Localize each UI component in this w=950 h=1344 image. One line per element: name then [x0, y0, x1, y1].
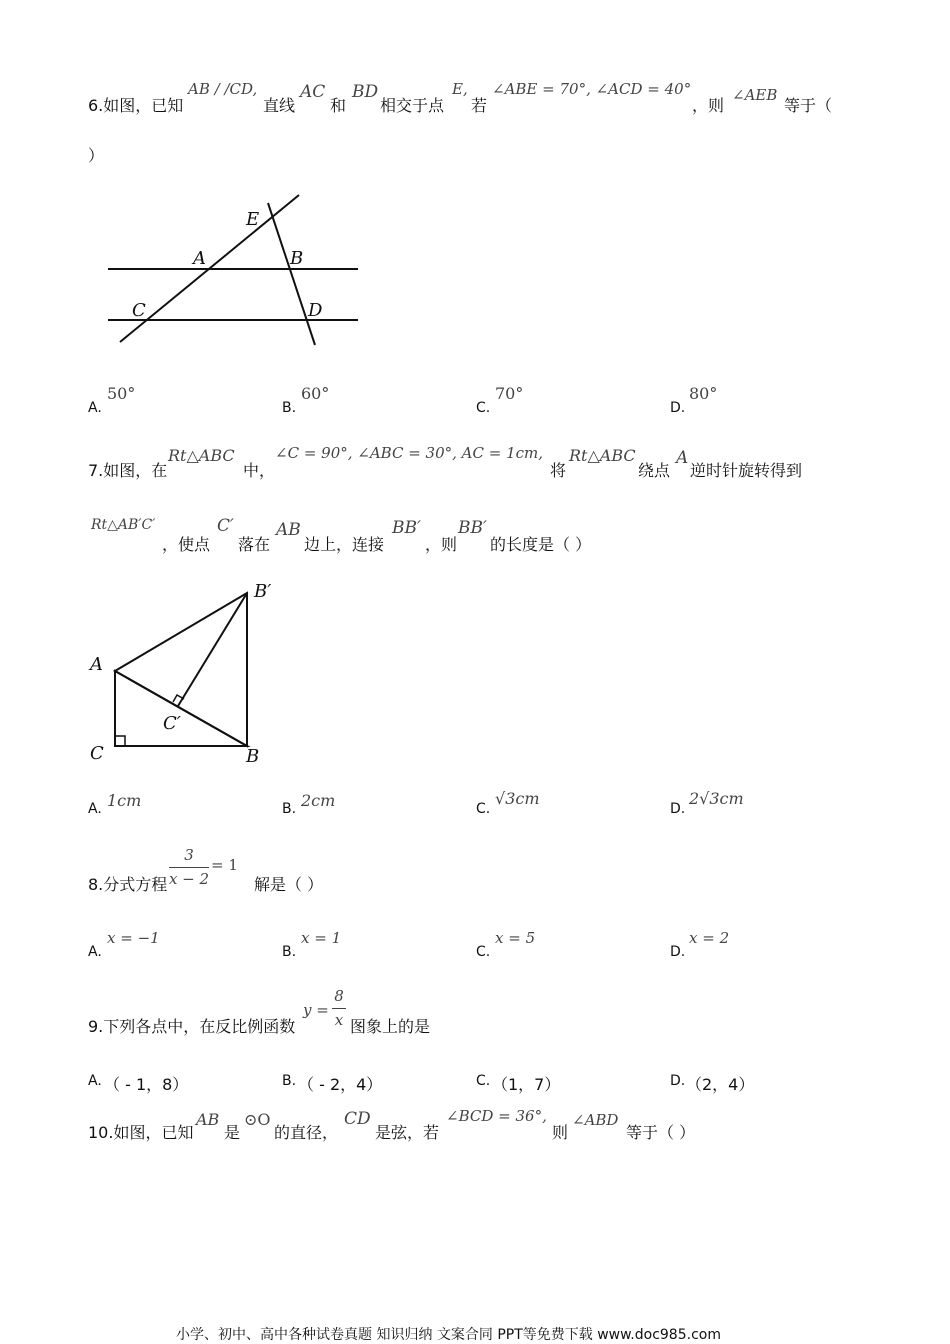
q10-math-2: ⊙O — [244, 1110, 271, 1129]
q6-option-b-letter: B. — [282, 400, 297, 416]
q10-text-2: 是 — [224, 1123, 241, 1142]
q7-math-1: Rt△ABC — [168, 446, 235, 465]
q10-text-6: 等于（ ） — [626, 1123, 696, 1142]
label-e: E — [246, 209, 260, 230]
q7-option-d-letter: D. — [670, 801, 686, 817]
label-b: B — [290, 248, 304, 269]
q6-text-4: 相交于点 — [380, 96, 445, 115]
q7-text-4: 绕点 — [638, 461, 671, 480]
q6-option-c-letter: C. — [476, 400, 491, 416]
q7-option-a-value: 1cm — [107, 791, 142, 810]
q6-option-d-letter: D. — [670, 400, 686, 416]
q7-option-d-value: 2√3cm — [689, 789, 744, 808]
label-a: A — [90, 654, 103, 675]
q10-math-1: AB — [196, 1110, 220, 1129]
q7-option-c-letter: C. — [476, 801, 491, 817]
q9-option-b-value: （ - 2，4） — [298, 1075, 383, 1094]
label-d: D — [308, 300, 323, 321]
q7-text-7: 落在 — [238, 535, 271, 554]
q6-option-b-value: 60° — [301, 384, 330, 403]
q10-math-3: CD — [344, 1109, 371, 1129]
q8-rhs: = 1 — [211, 856, 238, 874]
q6-math-4: E, — [452, 80, 468, 98]
q7-text-6: ，使点 — [162, 535, 211, 554]
q7-math-5: Rt△AB′C′ — [91, 517, 156, 533]
q7-math-3: Rt△ABC — [569, 446, 636, 465]
right-angle-c — [115, 736, 125, 746]
q7-option-b-letter: B. — [282, 801, 297, 817]
q8-option-d-value: x = 2 — [689, 929, 730, 947]
q9-option-a-letter: A. — [88, 1073, 102, 1089]
q8-option-a-value: x = −1 — [107, 929, 160, 947]
q8-option-c-value: x = 5 — [495, 929, 536, 947]
q9-numerator: 8 — [334, 987, 344, 1005]
q7-math-9: BB′ — [458, 518, 487, 538]
label-c: C — [132, 300, 146, 321]
q8-option-d-letter: D. — [670, 944, 686, 960]
q8-fraction-bar — [169, 867, 209, 868]
q6-math-5: ∠ABE = 70°, ∠ACD = 40° — [492, 80, 692, 98]
q9-denominator: x — [334, 1011, 344, 1029]
q6-option-a-value: 50° — [107, 384, 136, 403]
q9-text-1: 9.下列各点中，在反比例函数 — [88, 1017, 296, 1036]
q6-math-1: AB / /CD, — [188, 80, 258, 98]
q9-fraction-bar — [332, 1008, 346, 1009]
q7-math-4: A — [676, 448, 689, 468]
q9-option-b-letter: B. — [282, 1073, 297, 1089]
triangle-abb1 — [115, 593, 247, 746]
q7-figure — [85, 575, 285, 770]
footer-text: 小学、初中、高中各种试卷真题 知识归纳 文案合同 PPT等免费下载 www.doc985.com — [176, 1327, 721, 1343]
q9-option-d-value: （2，4） — [686, 1075, 755, 1094]
q6-text-5: 若 — [471, 96, 488, 115]
q7-math-8: BB′ — [392, 518, 421, 538]
q8-text-2: 解是（ ） — [254, 875, 324, 894]
segment-b1c1 — [178, 593, 247, 706]
q10-math-4: ∠BCD = 36°, — [446, 1107, 547, 1125]
q6-option-a-letter: A. — [88, 400, 102, 416]
q8-text-1: 8.分式方程 — [88, 875, 168, 894]
q8-option-a-letter: A. — [88, 944, 102, 960]
q10-text-5: 则 — [552, 1123, 569, 1142]
q6-text-2: 直线 — [263, 96, 296, 115]
q10-text-3: 的直径， — [274, 1123, 339, 1142]
q6-option-c-value: 70° — [495, 384, 524, 403]
q7-option-b-value: 2cm — [301, 791, 336, 810]
q6-math-6: ∠AEB — [732, 86, 778, 104]
q6-close-paren: ） — [88, 146, 105, 165]
right-angle-c1 — [173, 695, 184, 702]
q6-text-6: ，则 — [692, 96, 725, 115]
q6-option-d-value: 80° — [689, 384, 718, 403]
q7-text-9: ，则 — [425, 535, 458, 554]
q9-option-a-value: （ - 1，8） — [104, 1075, 189, 1094]
q6-text-1: 6.如图，已知 — [88, 96, 184, 115]
q8-denominator: x − 2 — [168, 870, 210, 888]
label-a: A — [193, 248, 206, 269]
q9-option-d-letter: D. — [670, 1073, 686, 1089]
q9-option-c-value: （1，7） — [492, 1075, 561, 1094]
q6-math-3: BD — [352, 82, 379, 102]
q8-option-b-letter: B. — [282, 944, 297, 960]
q10-text-4: 是弦，若 — [375, 1123, 440, 1142]
q6-text-7: 等于（ — [784, 96, 833, 115]
q6-figure — [100, 185, 370, 355]
q8-option-b-value: x = 1 — [301, 929, 342, 947]
label-b: B — [246, 746, 260, 767]
q6-math-2: AC — [300, 82, 326, 102]
q7-text-2: 中， — [243, 461, 276, 480]
q9-lhs: y = — [303, 1001, 329, 1019]
q9-text-2: 图象上的是 — [350, 1017, 431, 1036]
q6-text-3: 和 — [330, 96, 347, 115]
label-c: C — [90, 743, 104, 764]
q10-math-5: ∠ABD — [572, 1111, 619, 1129]
q7-math-7: AB — [276, 520, 301, 540]
label-c-prime: C′ — [163, 713, 181, 734]
q7-text-3: 将 — [550, 461, 567, 480]
q7-option-c-value: √3cm — [495, 789, 540, 808]
q8-numerator: 3 — [184, 846, 194, 864]
q7-text-5: 逆时针旋转得到 — [690, 461, 803, 480]
q7-math-6: C′ — [217, 516, 234, 536]
q8-option-c-letter: C. — [476, 944, 491, 960]
q7-text-8: 边上，连接 — [304, 535, 385, 554]
q7-math-2: ∠C = 90°, ∠ABC = 30°, AC = 1cm, — [275, 444, 544, 462]
line-bd — [268, 203, 315, 345]
label-b-prime: B′ — [254, 581, 272, 602]
q7-text-10: 的长度是（ ） — [490, 535, 592, 554]
q10-text-1: 10.如图，已知 — [88, 1123, 194, 1142]
q7-text-1: 7.如图，在 — [88, 461, 168, 480]
q9-option-c-letter: C. — [476, 1073, 491, 1089]
q7-option-a-letter: A. — [88, 801, 102, 817]
